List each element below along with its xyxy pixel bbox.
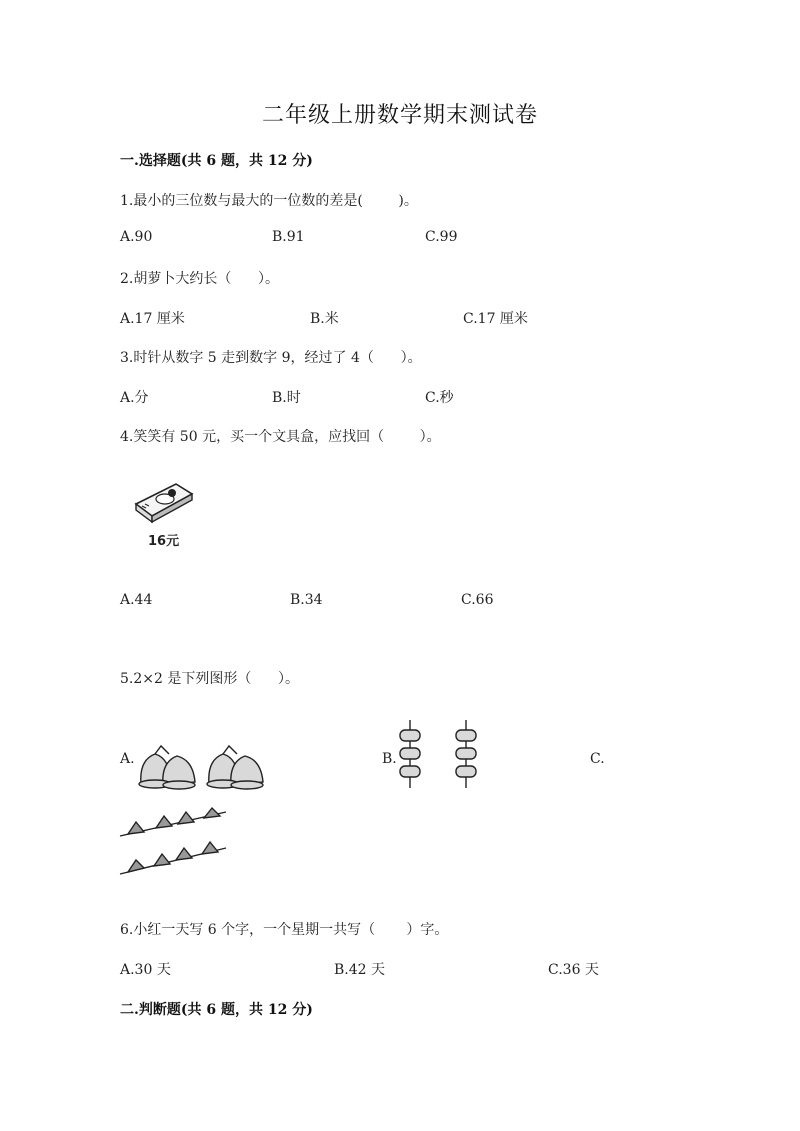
q1-option-b: B.91	[272, 229, 305, 245]
question-3: 3.时针从数字 5 走到数字 9，经过了 4（ ）。	[120, 350, 422, 366]
q4-option-b: B.34	[290, 592, 323, 608]
question-6: 6.小红一天写 6 个字，一个星期一共写（ ）字。	[120, 922, 449, 938]
question-2: 2.胡萝卜大约长（ ）。	[120, 271, 280, 287]
section-heading-choice: 一.选择题(共 6 题，共 12 分)	[120, 153, 313, 169]
q4-option-c: C.66	[461, 592, 494, 608]
q3-option-b: B.时	[272, 390, 301, 406]
question-4: 4.笑笑有 50 元，买一个文具盒，应找回（ ）。	[120, 429, 441, 445]
q6-option-c: C.36 天	[548, 962, 599, 978]
skewers-icon	[396, 718, 486, 790]
section-heading-judgement: 二.判断题(共 6 题，共 12 分)	[120, 1002, 313, 1018]
q6-option-b: B.42 天	[334, 962, 386, 978]
question-1: 1.最小的三位数与最大的一位数的差是( )。	[120, 193, 418, 209]
q3-option-c: C.秒	[425, 390, 454, 406]
q2-option-b: B.米	[310, 311, 339, 327]
q2-option-c: C.17 厘米	[463, 311, 528, 327]
pencil-box-icon	[132, 478, 196, 526]
q3-option-a: A.分	[120, 390, 149, 406]
q1-option-a: A.90	[120, 229, 153, 245]
flag-strings-icon	[118, 806, 230, 878]
bells-pairs-icon	[133, 740, 273, 792]
q4-option-a: A.44	[120, 592, 153, 608]
q1-option-c: C.99	[425, 229, 458, 245]
page-title: 二年级上册数学期末测试卷	[261, 103, 538, 128]
q5-option-a: A.	[120, 751, 135, 767]
question-5: 5.2×2 是下列图形（ ）。	[120, 671, 300, 687]
q5-option-b: B.	[382, 751, 397, 767]
q2-option-a: A.17 厘米	[120, 311, 185, 327]
price-label: 16元	[148, 534, 180, 549]
q6-option-a: A.30 天	[120, 962, 171, 978]
q5-option-c: C.	[590, 751, 605, 767]
